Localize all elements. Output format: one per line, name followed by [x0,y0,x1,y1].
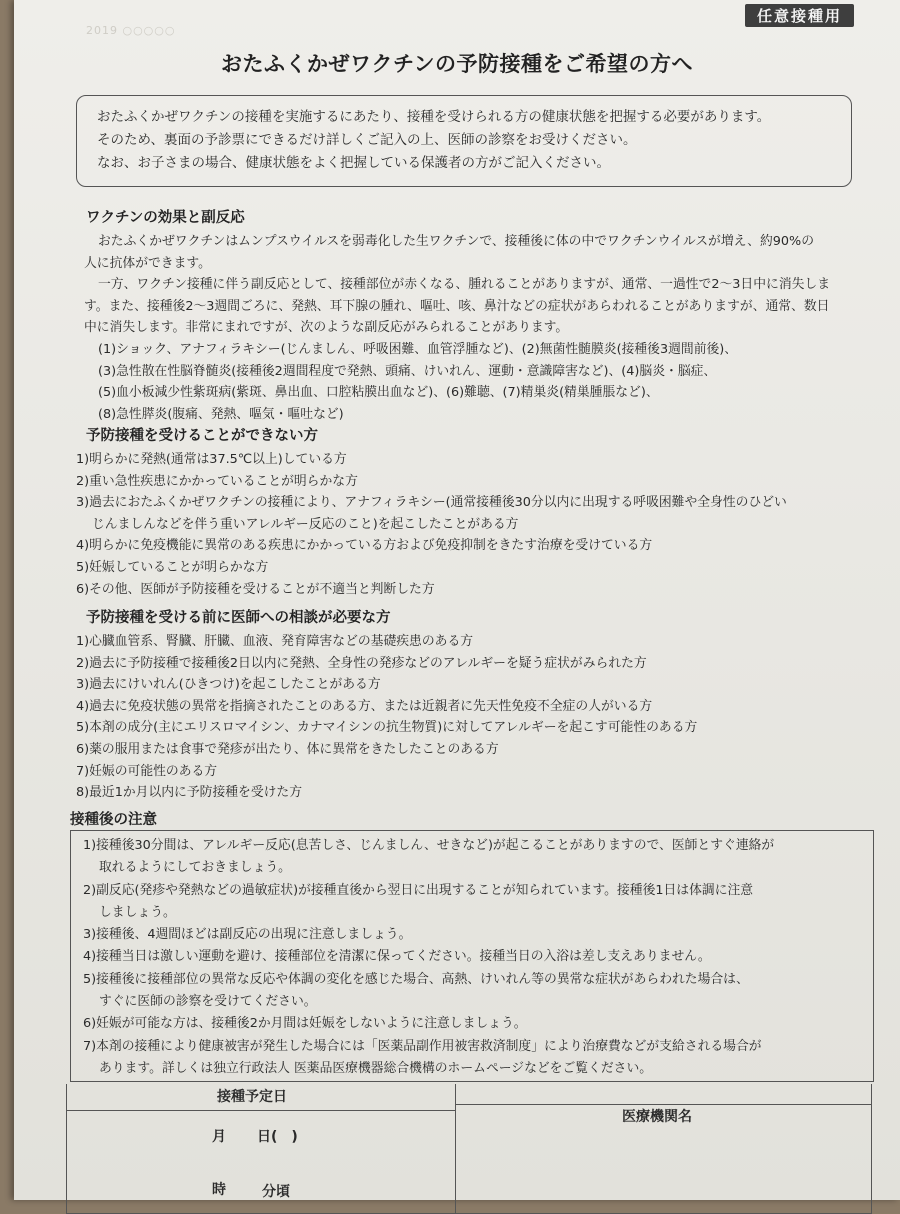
note-item: 2)副反応(発疹や発熱などの過敏症状)が接種直後から翌日に出現することが知られています。接種後1日は体調に注意 [83,882,754,898]
list-item: 1)心臓血管系、腎臓、肝臓、血液、発育障害などの基礎疾患のある方 [76,634,474,649]
effects-paragraph-line: 一方、ワクチン接種に伴う副反応として、接種部位が赤くなる、腫れることがありますが、通常、一過性で2～3日中に消失しま [98,277,831,293]
list-item: 6)その他、医師が予防接種を受けることが不適当と判断した方 [76,581,435,597]
note-item: すぐに医師の診察を受けてください。 [99,994,317,1010]
list-item: 1)明らかに発熱(通常は37.5℃以上)している方 [76,452,347,467]
list-item: 2)過去に予防接種で接種後2日以内に発熱、全身性の発疹などのアレルギーを疑う症状がみられた方 [76,655,647,671]
minute-label: 分頃 [262,1184,290,1200]
note-item: 取れるようにしておきましょう。 [99,860,291,876]
cannot-section [76,424,866,600]
list-item: 2)重い急性疾患にかかっていることが明らかな方 [76,473,358,489]
page-title: おたふくかぜワクチンの予防接種をご希望の方へ [221,52,693,76]
list-item: じんましんなどを伴う重いアレルギー反応のこと)を起こしたことがある方 [92,516,519,532]
table-divider [67,1110,455,1111]
effects-paragraph-line: おたふくかぜワクチンはムンプスウイルスを弱毒化した生ワクチンで、接種後に体の中でワクチンウイルスが増え、約90%の [98,234,815,249]
table-divider [455,1104,871,1105]
note-item: 7)本剤の接種により健康被害が発生した場合には「医薬品副作用被害救済制度」により治療費などが支給される場合が [83,1038,762,1054]
schedule-table [66,1084,872,1214]
note-item: しましょう。 [99,904,176,920]
after-notes-box [70,830,874,1082]
list-item: 4)明らかに免疫機能に異常のある疾患にかかっている方および免疫抑制をきたす治療を受けている方 [76,538,653,554]
effects-paragraph-line: 中に消失します。非常にまれですが、次のような副反応がみられることがあります。 [84,320,569,336]
faded-stamp: 2019 ○○○○○ [86,24,176,37]
effects-paragraph-line: す。また、接種後2～3週間ごろに、発熱、耳下腺の腫れ、嘔吐、咳、鼻汁などの症状があらわれることがありますが、通常、数日 [84,298,830,314]
hour-label: 時 [212,1182,226,1198]
side-effect-item: (5)血小板減少性紫斑病(紫斑、鼻出血、口腔粘膜出血など)、(6)難聴、(7)精巣炎(精巣腫脹など)、 [98,385,659,401]
note-item: 1)接種後30分間は、アレルギー反応(息苦しさ、じんましん、せきなど)が起こることがありますので、医師とすぐ連絡が [83,838,775,853]
side-effect-item: (3)急性散在性脳脊髄炎(接種後2週間程度で発熱、頭痛、けいれん、運動・意識障害など)、(4)脳炎・脳症、 [98,363,717,379]
scheduled-date-header: 接種予定日 [217,1089,287,1105]
clinic-name-header: 医療機関名 [622,1109,692,1125]
cannot-heading: 予防接種を受けることができない方 [86,428,318,444]
list-item: 7)妊娠の可能性のある方 [76,763,218,779]
note-item: 5)接種後に接種部位の異常な反応や体調の変化を感じた場合、高熱、けいれん等の異常な症状があらわれた場合は、 [83,971,749,987]
list-item: 3)過去にけいれん(ひきつけ)を起こしたことがある方 [76,677,381,693]
consult-heading: 予防接種を受ける前に医師への相談が必要な方 [86,610,391,626]
effects-section [76,206,866,425]
note-item: 4)接種当日は激しい運動を避け、接種部位を清潔に保ってください。接種当日の入浴は差し支えありません。 [83,949,711,965]
document-page [14,0,900,1200]
list-item: 4)過去に免疫状態の異常を指摘されたことのある方、または近親者に先天性免疫不全症の人がいる方 [76,698,653,714]
list-item: 6)薬の服用または食事で発疹が出たり、体に異常をきたしたことのある方 [76,741,499,757]
consult-section [76,606,866,804]
month-label: 月 [212,1129,226,1145]
side-effect-item: (1)ショック、アナフィラキシー(じんましん、呼吸困難、血管浮腫など)、(2)無菌性髄膜炎(接種後3週間前後)、 [98,341,738,357]
voluntary-vaccination-tag: 任意接種用 [745,4,854,27]
list-item: 3)過去におたふくかぜワクチンの接種により、アナフィラキシー(通常接種後30分以内に出現する呼吸困難や全身性のひどい [76,495,787,511]
effects-heading: ワクチンの効果と副反応 [86,210,245,226]
intro-line: なお、お子さまの場合、健康状態をよく把握している保護者の方がご記入ください。 [97,155,610,171]
note-item: 6)妊娠が可能な方は、接種後2か月間は妊娠をしないように注意しましょう。 [83,1016,527,1032]
intro-box [76,95,852,187]
list-item: 5)妊娠していることが明らかな方 [76,559,269,575]
intro-line: おたふくかぜワクチンの接種を実施するにあたり、接種を受けられる方の健康状態を把握する必要があります。 [97,109,771,125]
day-label: 日( ) [257,1129,298,1145]
effects-paragraph-line: 人に抗体ができます。 [84,255,211,271]
after-heading: 接種後の注意 [70,812,157,828]
note-item: あります。詳しくは独立行政法人 医薬品医療機器総合機構のホームページなどをご覧ください。 [99,1060,653,1076]
intro-line: そのため、裏面の予診票にできるだけ詳しくご記入の上、医師の診察をお受けください。 [97,132,637,148]
side-effect-item: (8)急性膵炎(腹痛、発熱、嘔気・嘔吐など) [98,406,344,422]
list-item: 5)本剤の成分(主にエリスロマイシン、カナマイシンの抗生物質)に対してアレルギーを起こす可能性のある方 [76,720,698,736]
list-item: 8)最近1か月以内に予防接種を受けた方 [76,785,303,801]
note-item: 3)接種後、4週間ほどは副反応の出現に注意しましょう。 [83,927,412,943]
